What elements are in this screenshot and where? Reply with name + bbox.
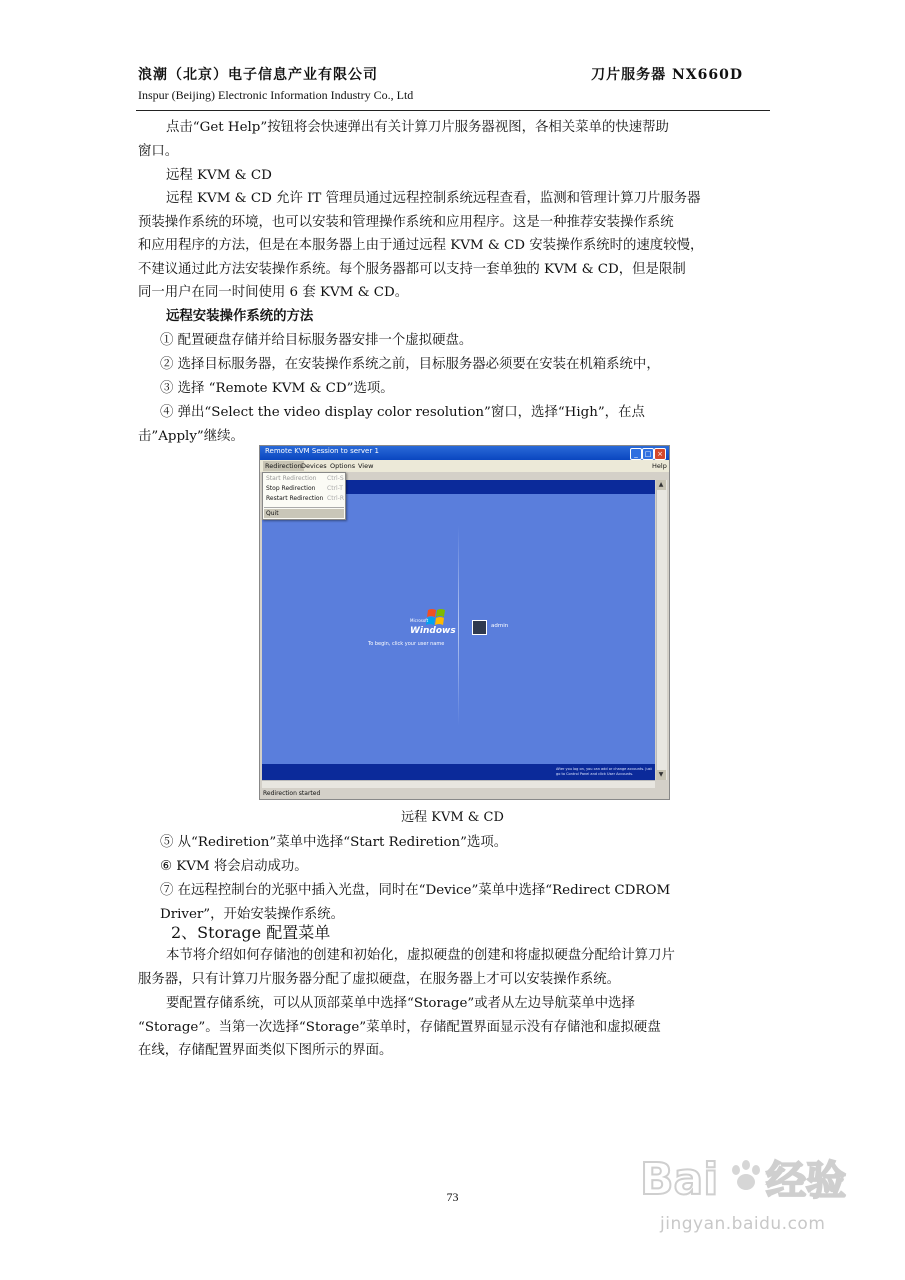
header-model: 刀片服务器 NX660D	[591, 67, 743, 83]
install-step-4: ④ 弹出“Select the video display color resolution”窗口，选择“High”，在点	[160, 405, 645, 420]
install-step-4-cont: 击”Apply”继续。	[138, 429, 244, 444]
menu-stop-redirection[interactable]: Stop Redirection	[266, 485, 316, 492]
intro-paragraph	[138, 116, 770, 163]
storage-line-4: “Storage”。当第一次选择“Storage”菜单时，存储配置界面显示没有存储池和虚拟硬盘	[138, 1019, 661, 1035]
menu-view[interactable]: View	[358, 462, 374, 470]
kvm-line-5: 同一用户在同一时间使用 6 套 KVM & CD。	[138, 285, 409, 300]
shortcut-restart: Ctrl-R	[327, 495, 345, 502]
welcome-divider	[458, 526, 459, 726]
window-menubar	[260, 460, 669, 472]
header-rule	[136, 110, 770, 111]
menu-restart-redirection[interactable]: Restart Redirection	[266, 495, 324, 502]
menu-devices[interactable]: Devices	[301, 462, 327, 470]
menu-start-redirection[interactable]: Start Redirection	[266, 475, 317, 482]
svg-text:Bai: Bai	[640, 1154, 719, 1205]
header-company-cn: 浪潮（北京）电子信息产业有限公司	[138, 67, 378, 83]
kvm-section-title: 远程 KVM & CD	[166, 168, 272, 183]
close-icon[interactable]: ×	[654, 448, 666, 460]
shortcut-stop: Ctrl-T	[327, 485, 343, 492]
window-titlebar	[260, 446, 669, 460]
window-title: Remote KVM Session to server 1	[265, 447, 379, 455]
storage-paragraph-2	[138, 992, 770, 1063]
vertical-scrollbar[interactable]	[656, 480, 667, 780]
kvm-session-screenshot	[259, 445, 670, 800]
storage-paragraph-1	[138, 944, 770, 991]
shortcut-start: Ctrl-S	[327, 475, 344, 482]
storage-line-2: 服务器，只有计算刀片服务器分配了虚拟硬盘，在服务器上才可以安装操作系统。	[138, 971, 621, 987]
maximize-icon[interactable]: □	[642, 448, 654, 460]
user-name[interactable]: admin	[491, 623, 509, 629]
step-5: ⑤ 从“Rediretion”菜单中选择“Start Rediretion”选项。	[160, 835, 508, 850]
logon-note: After you log on, you can add or change accounts. Just go to Control Panel and click User Accounts.	[556, 767, 652, 776]
windows-label: Windows	[410, 626, 456, 636]
begin-instruction: To begin, click your user name	[368, 641, 445, 647]
status-text: Redirection started	[263, 790, 321, 797]
install-step-1: ① 配置硬盘存储并给目标服务器安排一个虚拟硬盘。	[160, 333, 473, 348]
menu-separator	[264, 507, 344, 508]
scroll-down-icon[interactable]: ▼	[656, 770, 666, 780]
step-7: ⑦ 在远程控制台的光驱中插入光盘，同时在“Device”菜单中选择“Redirect CDROM	[160, 883, 671, 898]
menu-quit[interactable]: Quit	[266, 510, 279, 517]
intro-line-2: 窗口。	[138, 143, 179, 159]
menu-redirection[interactable]: Redirection	[265, 462, 302, 470]
install-method-title: 远程安装操作系统的方法	[166, 308, 314, 324]
install-step-2: ② 选择目标服务器，在安装操作系统之前，目标服务器必须要在安装在机箱系统中，	[160, 357, 660, 372]
svg-text:经验: 经验	[766, 1158, 846, 1204]
kvm-line-2: 预装操作系统的环境，也可以安装和管理操作系统和应用程序。这是一种推荐安装操作系统	[138, 214, 674, 230]
status-bar	[260, 788, 669, 799]
user-avatar-icon[interactable]	[472, 620, 487, 635]
redirection-dropdown	[262, 472, 346, 520]
step-6: ⑥ KVM 将会启动成功。	[160, 859, 308, 874]
kvm-line-1: 远程 KVM & CD 允许 IT 管理员通过远程控制系统远程查看，监测和管理计算刀片服务器	[166, 191, 701, 206]
intro-line-1: 点击“Get Help”按钮将会快速弹出有关计算刀片服务器视图，各相关菜单的快速帮助	[166, 120, 669, 135]
menu-help[interactable]: Help	[652, 462, 667, 470]
scroll-up-icon[interactable]: ▲	[656, 480, 666, 490]
kvm-line-4: 不建议通过此方法安装操作系统。每个服务器都可以支持一套单独的 KVM & CD，但是限制	[138, 261, 686, 277]
install-step-3: ③ 选择 “Remote KVM & CD”选项。	[160, 381, 394, 396]
watermark-url: jingyan.baidu.com	[660, 1214, 826, 1234]
storage-heading: 2、Storage 配置菜单	[171, 923, 331, 942]
page-number: 73	[446, 1190, 459, 1204]
kvm-paragraph	[138, 187, 770, 305]
microsoft-label: Microsoft	[410, 618, 429, 623]
menu-options[interactable]: Options	[330, 462, 356, 470]
header-company-en: Inspur (Beijing) Electronic Information Industry Co., Ltd	[138, 88, 414, 102]
storage-line-3: 要配置存储系统，可以从顶部菜单中选择“Storage”或者从左边导航菜单中选择	[166, 996, 635, 1011]
minimize-icon[interactable]: _	[630, 448, 642, 460]
step-7-cont: Driver”，开始安装操作系统。	[160, 907, 345, 922]
storage-line-5: 在线，存储配置界面类似下图所示的界面。	[138, 1043, 393, 1058]
figure-caption: 远程 KVM & CD	[401, 810, 504, 825]
kvm-line-3: 和应用程序的方法，但是在本服务器上由于通过远程 KVM & CD 安装操作系统时的速度较慢，	[138, 238, 704, 253]
storage-line-1: 本节将介绍如何存储池的创建和初始化，虚拟硬盘的创建和将虚拟硬盘分配给计算刀片	[166, 948, 675, 963]
baidu-jingyan-watermark	[640, 1148, 860, 1210]
